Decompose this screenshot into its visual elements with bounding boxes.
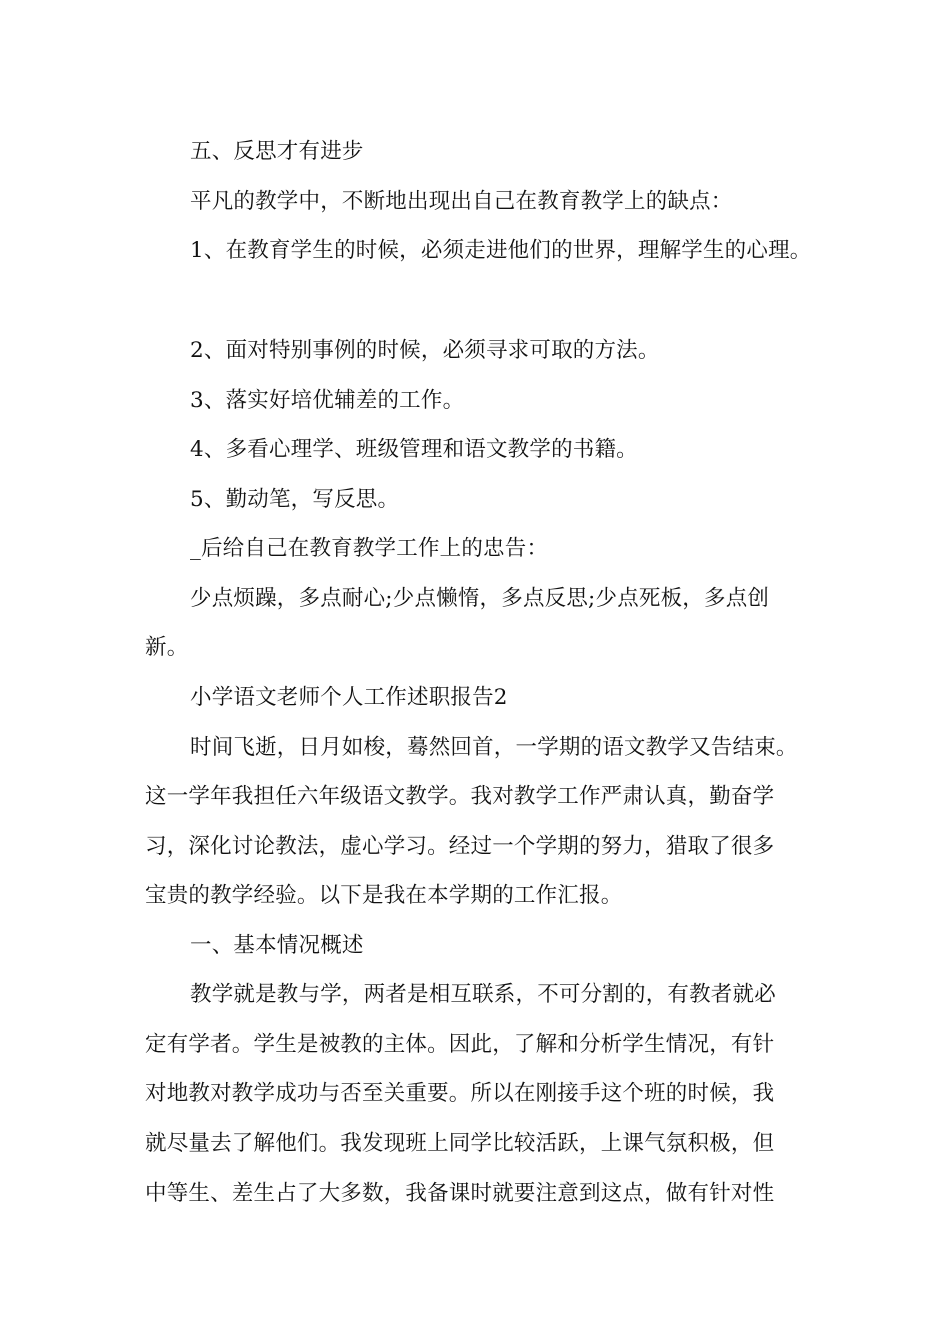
paragraph-line: 少点烦躁，多点耐心;少点懒惰，多点反思;少点死板，多点创 [190, 586, 770, 611]
section-heading: 一、基本情况概述 [190, 933, 364, 958]
list-item: 4、多看心理学、班级管理和语文教学的书籍。 [190, 437, 638, 462]
list-item: 3、落实好培优辅差的工作。 [190, 388, 465, 413]
paragraph-line: 教学就是教与学，两者是相互联系，不可分割的，有教者就必 [190, 982, 776, 1007]
paragraph-line: 定有学者。学生是被教的主体。因此，了解和分析学生情况，有针 [145, 1032, 775, 1057]
paragraph-line: _后给自己在教育教学工作上的忠告： [190, 536, 549, 561]
list-item: 1、在教育学生的时候，必须走进他们的世界，理解学生的心理。 [190, 238, 812, 263]
paragraph-line: 新。 [145, 635, 189, 660]
paragraph-line: 习，深化讨论教法，虚心学习。经过一个学期的努力，猎取了很多 [145, 834, 775, 859]
paragraph-line: 对地教对教学成功与否至关重要。所以在刚接手这个班的时候，我 [145, 1081, 775, 1106]
paragraph-line: 这一学年我担任六年级语文教学。我对教学工作严肃认真，勤奋学 [145, 784, 775, 809]
paragraph-line: 宝贵的教学经验。以下是我在本学期的工作汇报。 [145, 883, 623, 908]
paragraph-line: 平凡的教学中，不断地出现出自己在教育教学上的缺点： [190, 189, 733, 214]
section-heading: 五、反思才有进步 [190, 139, 364, 164]
list-item: 2、面对特别事例的时候，必须寻求可取的方法。 [190, 338, 660, 363]
list-item: 5、勤动笔，写反思。 [190, 487, 400, 512]
report-title: 小学语文老师个人工作述职报告2 [190, 685, 508, 710]
paragraph-line: 时间飞逝，日月如梭，蓦然回首，一学期的语文教学又告结束。 [190, 735, 798, 760]
paragraph-line: 中等生、差生占了大多数，我备课时就要注意到这点，做有针对性 [145, 1181, 775, 1206]
paragraph-line: 就尽量去了解他们。我发现班上同学比较活跃，上课气氛积极，但 [145, 1131, 775, 1156]
